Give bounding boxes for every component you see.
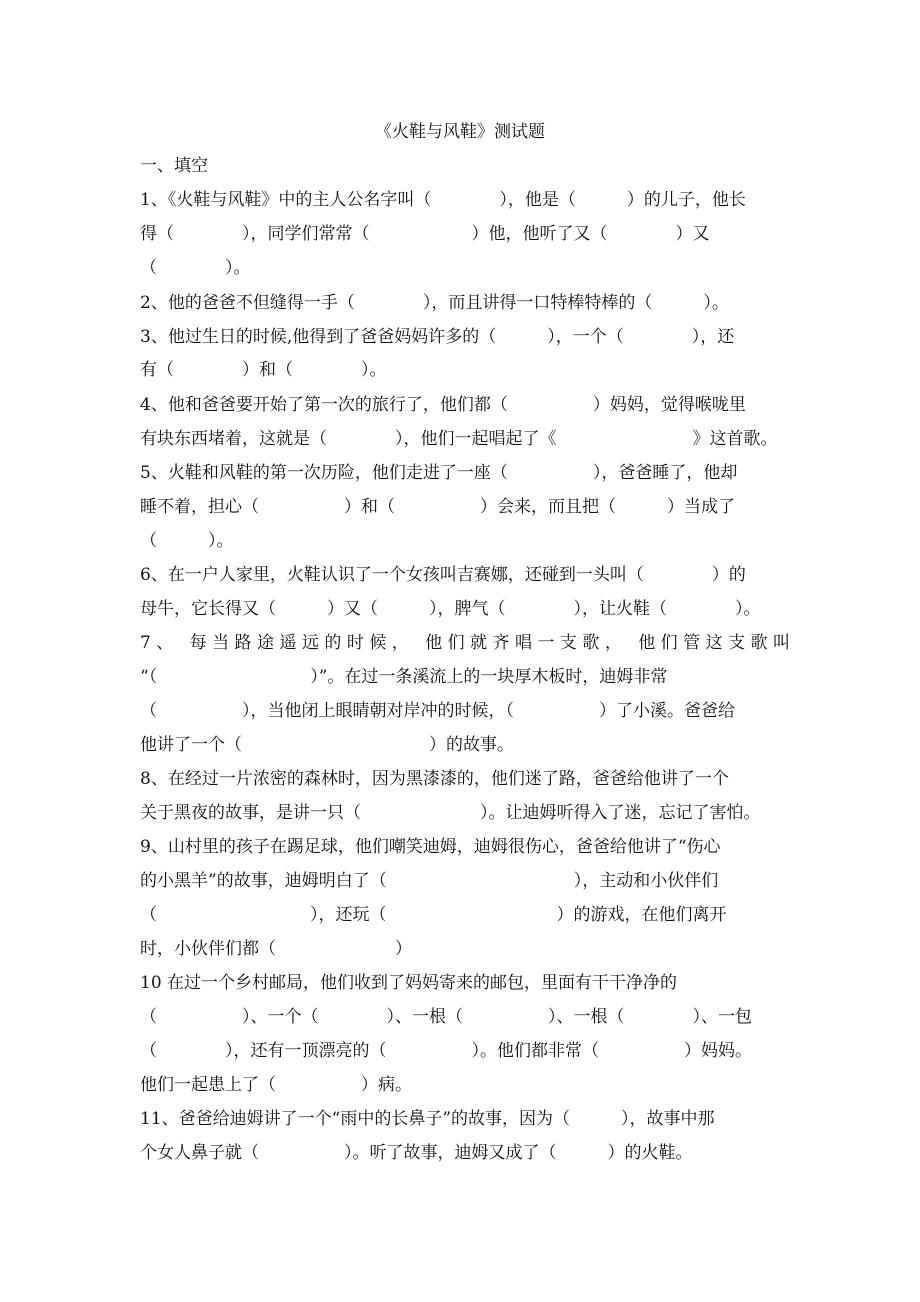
question-line: 母牛，它长得又（ ）又（ ），脾气（ ），让火鞋（ ）。 xyxy=(140,599,761,619)
question-line: 得（ ），同学们常常（ ）他，他听了又（ ）又 xyxy=(140,224,710,244)
question-line: 关于黑夜的故事，是讲一只（ ）。让迪姆听得入了迷，忘记了害怕。 xyxy=(140,803,761,823)
question-line: 2、他的爸爸不但缝得一手（ ），而且讲得一口特棒特棒的（ ）。 xyxy=(140,293,729,313)
question-line: （ ），当他闭上眼睛朝对岸冲的时候，（ ）了小溪。爸爸给 xyxy=(140,701,735,721)
question-line: 时，小伙伴们都（ ） xyxy=(140,939,412,959)
question-line: 4、他和爸爸要开始了第一次的旅行了，他们都（ ）妈妈，觉得喉咙里 xyxy=(140,395,746,415)
question-line: （ ），还玩（ ）的游戏，在他们离开 xyxy=(140,905,727,925)
question-line: 他们一起患上了（ ）病。 xyxy=(140,1075,412,1095)
question-line: “（ ）”。在过一条溪流上的一块厚木板时，迪姆非常 xyxy=(140,667,668,687)
question-line: 8、在经过一片浓密的森林时，因为黑漆漆的，他们迷了路，爸爸给他讲了一个 xyxy=(140,769,729,789)
question-line: 10 在过一个乡村邮局，他们收到了妈妈寄来的邮包，里面有干干净净的 xyxy=(140,973,678,993)
question-line: 9、山村里的孩子在踢足球，他们嘲笑迪姆，迪姆很伤心，爸爸给他讲了“伤心 xyxy=(140,837,721,857)
question-line: 1、《火鞋与风鞋》中的主人公名字叫（ ），他是（ ）的儿子，他长 xyxy=(140,190,746,210)
question-line: 的小黑羊”的故事，迪姆明白了（ ），主动和小伙伴们 xyxy=(140,871,719,891)
question-line: 3、他过生日的时候,他得到了爸爸妈妈许多的（ ），一个（ ），还 xyxy=(140,327,735,347)
question-line: （ ）、一个（ ）、一根（ ）、一根（ ）、一包 xyxy=(140,1007,752,1027)
question-line: （ ），还有一顶漂亮的（ ）。他们都非常（ ）妈妈。 xyxy=(140,1041,752,1061)
question-line: 7、 每当路途遥远的时候， 他们就齐唱一支歌， 他们管这支歌叫 xyxy=(140,633,790,653)
question-line: 他讲了一个（ ）的故事。 xyxy=(140,735,514,755)
question-line: 5、火鞋和风鞋的第一次历险，他们走进了一座（ ），爸爸睡了，他却 xyxy=(140,463,738,483)
question-line: （ ）。 xyxy=(140,258,251,278)
question-line: 个女人鼻子就（ ）。听了故事，迪姆又成了（ ）的火鞋。 xyxy=(140,1143,693,1163)
question-line: 6、在一户人家里，火鞋认识了一个女孩叫吉赛娜，还碰到一头叫（ ）的 xyxy=(140,565,746,585)
question-line: 11、爸爸给迪姆讲了一个“雨中的长鼻子”的故事，因为（ ），故事中那 xyxy=(140,1109,715,1129)
question-line: 有块东西堵着，这就是（ ），他们一起唱起了《 》这首歌。 xyxy=(140,429,778,449)
question-line: 睡不着，担心（ ）和（ ）会来，而且把（ ）当成了 xyxy=(140,497,735,517)
document-title: 《火鞋与风鞋》测试题 xyxy=(375,122,545,142)
question-line: （ ）。 xyxy=(140,531,234,551)
question-line: 有（ ）和（ ）。 xyxy=(140,360,387,380)
section-heading: 一、填空 xyxy=(140,156,208,176)
